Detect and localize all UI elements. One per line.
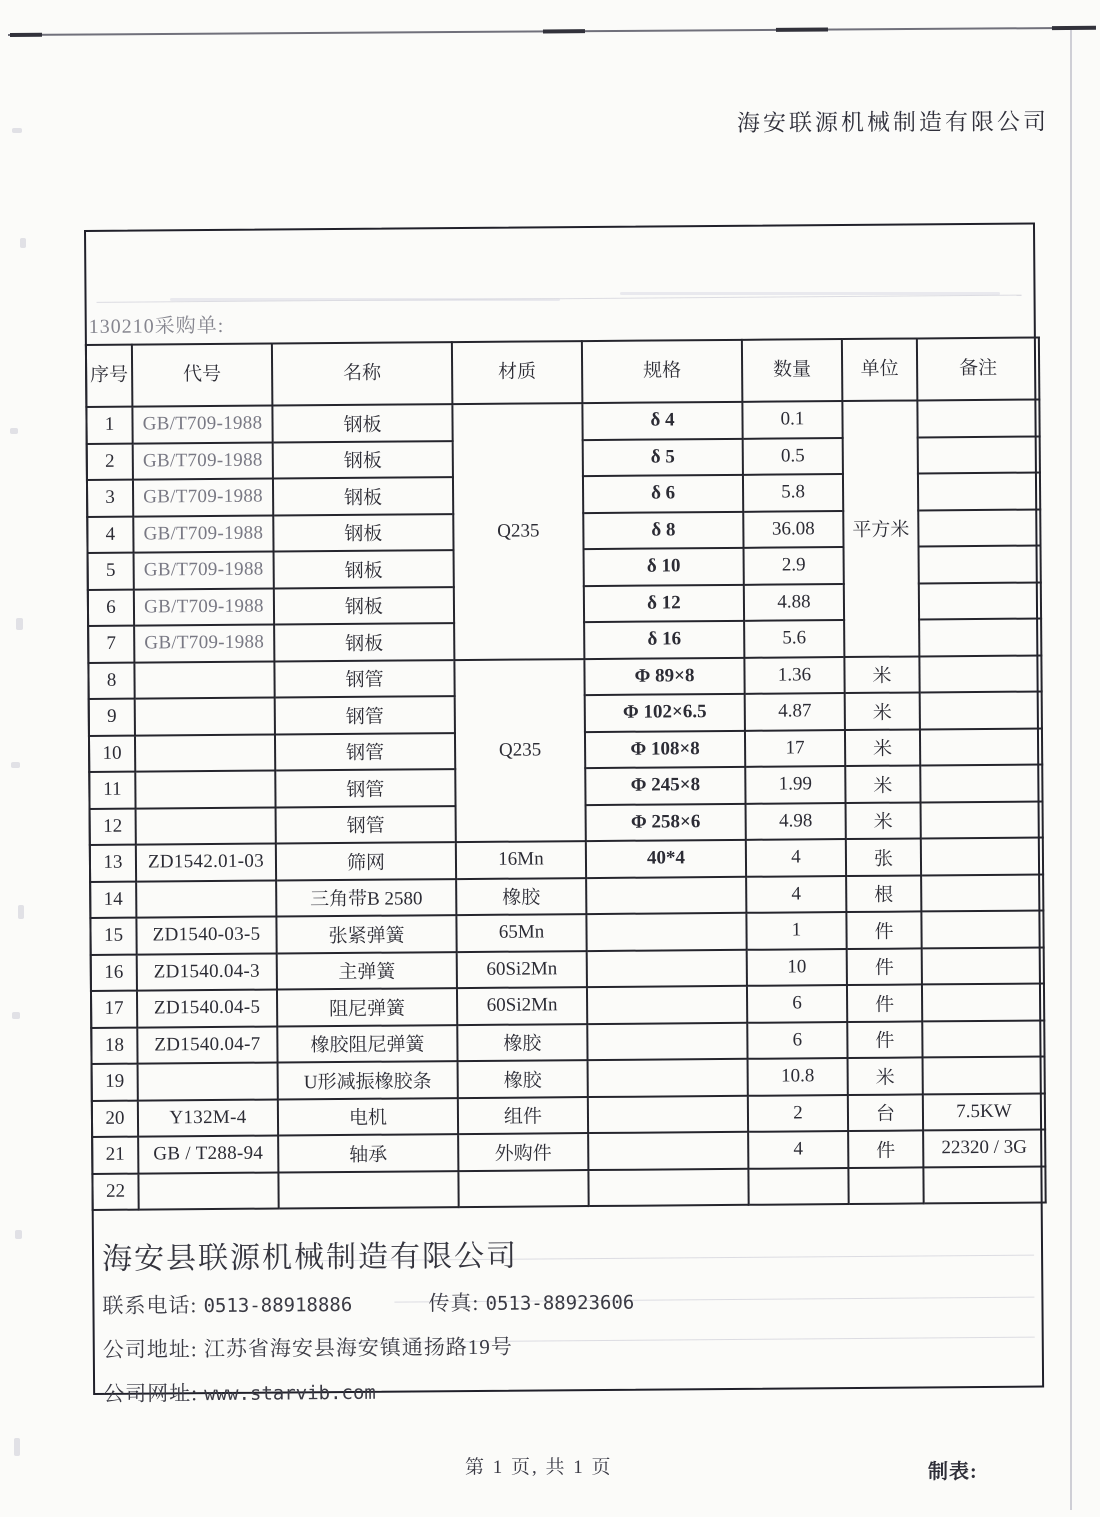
column-header: 单位: [842, 338, 917, 401]
cell-code: GB / T288-94: [138, 1136, 278, 1174]
cell-unit: 根: [846, 875, 921, 912]
cell-note: [919, 618, 1041, 655]
cell-qty: 4.98: [746, 803, 846, 840]
cell-unit: 米: [845, 729, 920, 766]
cell-code: ZD1540.04-3: [137, 953, 277, 991]
cell-qty: 17: [745, 730, 845, 767]
scan-smudge: [10, 428, 18, 434]
cell-spec: [588, 1095, 748, 1133]
cell-unit: 米: [848, 1057, 923, 1094]
cell-no: 16: [91, 954, 137, 991]
table-header-row: [86, 338, 1039, 407]
cell-name: 钢管: [274, 660, 454, 698]
cell-spec: δ 6: [583, 475, 743, 513]
cell-material: 16Mn: [456, 841, 586, 879]
cell-code: GB/T709-1988: [133, 442, 273, 480]
scan-dash: [776, 28, 828, 32]
cell-code: [138, 1063, 278, 1101]
cell-spec: [588, 1132, 748, 1170]
address-label: 公司地址:: [102, 1337, 198, 1362]
paper-edge-line: [1070, 30, 1072, 1510]
cell-code: ZD1540.04-7: [137, 1026, 277, 1064]
cell-qty: 5.8: [743, 474, 843, 511]
cell-note: 7.5KW: [923, 1093, 1045, 1130]
cell-name: 钢板: [274, 623, 454, 661]
cell-note: [919, 545, 1041, 582]
address-line: [103, 1327, 1038, 1364]
cell-qty: 10: [747, 949, 847, 986]
column-header: 名称: [272, 342, 452, 405]
cell-unit: [848, 1167, 923, 1204]
cell-material: Q235: [452, 403, 584, 660]
column-header: 备注: [917, 338, 1039, 401]
cell-unit: 米: [844, 656, 919, 693]
cell-unit: 件: [846, 911, 921, 948]
fax-number: 0513-88923606: [485, 1291, 635, 1315]
purchase-order-box: [84, 223, 1044, 1406]
cell-code: GB/T709-1988: [133, 479, 273, 517]
cell-spec: δ 5: [583, 438, 743, 476]
cell-name: 阻尼弹簧: [277, 988, 457, 1026]
cell-name: 钢管: [275, 769, 455, 807]
cell-qty: 2.9: [744, 547, 844, 584]
cell-code: GB/T709-1988: [134, 588, 274, 626]
cell-material: 外购件: [458, 1133, 588, 1171]
fax-label: 传真:: [428, 1290, 480, 1316]
table-body: [86, 400, 1045, 1210]
cell-name: 钢板: [274, 550, 454, 588]
cell-name: 钢板: [273, 477, 453, 515]
cell-code: [134, 661, 274, 699]
cell-note: [917, 400, 1039, 437]
cell-name: 钢板: [273, 441, 453, 479]
cell-qty: 2: [748, 1095, 848, 1132]
cell-no: 10: [89, 735, 135, 772]
cell-unit: 台: [848, 1094, 923, 1131]
column-header: 材质: [452, 341, 582, 404]
cell-qty: 4: [746, 876, 846, 913]
cell-spec: δ 16: [584, 621, 744, 659]
cell-spec: [587, 986, 747, 1024]
table-row: [92, 1166, 1045, 1210]
cell-code: GB/T709-1988: [133, 515, 273, 553]
cell-no: 2: [87, 443, 133, 480]
cell-unit: 平方米: [842, 400, 919, 656]
cell-spec: [586, 913, 746, 951]
cell-unit: 件: [847, 1021, 922, 1058]
cell-name: 钢管: [276, 806, 456, 844]
cell-note: [921, 910, 1043, 947]
cell-no: 1: [86, 407, 132, 444]
cell-name: U形减振橡胶条: [278, 1061, 458, 1099]
cell-qty: 4: [746, 839, 846, 876]
cell-no: 13: [90, 845, 136, 882]
address-value: 江苏省海安县海安镇通扬路19号: [203, 1334, 513, 1362]
company-full-name: 海安县联源机械制造有限公司: [101, 1239, 519, 1276]
cell-spec: Φ 258×6: [586, 803, 746, 841]
cell-code: [135, 734, 275, 772]
cell-no: 21: [92, 1137, 138, 1174]
cell-code: [138, 1172, 278, 1210]
cell-note: [922, 947, 1044, 984]
phone-fax-line: [102, 1283, 1037, 1320]
cell-spec: [588, 1059, 748, 1097]
cell-code: Y132M-4: [138, 1099, 278, 1137]
column-header: 数量: [742, 339, 842, 402]
page-number-info: 第 1 页, 共 1 页: [465, 1457, 613, 1478]
column-header: 代号: [132, 344, 272, 407]
cell-qty: 6: [747, 985, 847, 1022]
cell-spec: [587, 949, 747, 987]
cell-qty: 0.5: [743, 438, 843, 475]
cell-material: 组件: [458, 1097, 588, 1135]
cell-material: 60Si2Mn: [457, 987, 587, 1025]
purchase-order-table: [85, 336, 1047, 1210]
cell-no: 11: [89, 772, 135, 809]
cell-no: 19: [92, 1064, 138, 1101]
cell-note: [921, 837, 1043, 874]
cell-material: 65Mn: [456, 914, 586, 952]
scan-smudge: [12, 1012, 20, 1019]
cell-code: GB/T709-1988: [132, 406, 272, 444]
cell-qty: 6: [747, 1022, 847, 1059]
cell-no: 5: [88, 553, 134, 590]
scan-dash: [543, 29, 585, 33]
cell-no: 4: [87, 516, 133, 553]
cell-name: 轴承: [278, 1134, 458, 1172]
cell-note: 22320 / 3G: [923, 1129, 1045, 1166]
cell-name: 橡胶阻尼弹簧: [277, 1025, 457, 1063]
cell-qty: [748, 1168, 848, 1205]
cell-no: 8: [88, 662, 134, 699]
cell-note: [920, 728, 1042, 765]
cell-note: [923, 1166, 1045, 1203]
cell-material: 橡胶: [458, 1060, 588, 1098]
cell-note: [919, 582, 1041, 619]
cell-name: 钢板: [272, 404, 452, 442]
website-value: www.starvib.com: [204, 1381, 376, 1406]
column-header: 规格: [582, 340, 742, 403]
cell-qty: 1.36: [744, 657, 844, 694]
cell-name: [278, 1171, 458, 1209]
cell-note: [918, 472, 1040, 509]
cell-material: 橡胶: [456, 878, 586, 916]
cell-code: GB/T709-1988: [134, 552, 274, 590]
doc-number-label: 130210采购单:: [88, 314, 225, 338]
cell-spec: δ 10: [584, 548, 744, 586]
cell-qty: 4.87: [745, 693, 845, 730]
scan-smudge: [14, 1438, 20, 1456]
cell-code: ZD1540.04-5: [137, 990, 277, 1028]
cell-note: [920, 691, 1042, 728]
cell-code: ZD1540-03-5: [136, 917, 276, 955]
scan-smudge: [12, 128, 22, 133]
cell-code: [135, 771, 275, 809]
cell-note: [922, 983, 1044, 1020]
scan-dash: [1052, 26, 1096, 30]
prepared-by-label: 制表:: [928, 1461, 978, 1483]
cell-unit: 件: [847, 948, 922, 985]
cell-no: 9: [89, 699, 135, 736]
cell-name: 钢板: [273, 514, 453, 552]
cell-unit: 件: [847, 984, 922, 1021]
cell-spec: Φ 89×8: [584, 657, 744, 695]
scan-smudge: [11, 762, 20, 768]
cell-unit: 米: [845, 765, 920, 802]
scan-dash: [10, 33, 42, 37]
cell-name: 钢管: [275, 733, 455, 771]
scan-topline-artifact: [8, 27, 1096, 36]
cell-note: [920, 764, 1042, 801]
scan-smudge: [16, 618, 23, 630]
cell-spec: [588, 1168, 748, 1206]
cell-no: 6: [88, 589, 134, 626]
cell-no: 3: [87, 480, 133, 517]
cell-qty: 4: [748, 1131, 848, 1168]
cell-qty: 1: [746, 912, 846, 949]
cell-qty: 4.88: [744, 584, 844, 621]
cell-code: [136, 807, 276, 845]
cell-no: 22: [92, 1173, 138, 1210]
cell-code: ZD1542.01-03: [136, 844, 276, 882]
scan-smudge: [18, 905, 24, 919]
cell-spec: Φ 245×8: [585, 767, 745, 805]
cell-no: 20: [92, 1100, 138, 1137]
cell-code: GB/T709-1988: [134, 625, 274, 663]
cell-spec: [586, 876, 746, 914]
cell-name: 钢管: [275, 696, 455, 734]
cell-note: [921, 874, 1043, 911]
website-line: [103, 1371, 1038, 1408]
cell-code: [136, 880, 276, 918]
cell-spec: Φ 108×8: [585, 730, 745, 768]
cell-name: 主弹簧: [277, 952, 457, 990]
phone-number: 0513-88918886: [203, 1293, 353, 1318]
scan-smudge: [20, 238, 26, 248]
cell-spec: δ 4: [582, 402, 742, 440]
cell-name: 三角带B 2580: [276, 879, 456, 917]
cell-unit: 张: [846, 838, 921, 875]
page-header-company-name: 海安联源机械制造有限公司: [736, 109, 1050, 136]
faint-gridline: [97, 295, 1022, 303]
cell-note: [918, 436, 1040, 473]
cell-spec: [587, 1022, 747, 1060]
cell-qty: 0.1: [742, 401, 842, 438]
cell-no: 14: [90, 881, 136, 918]
table-row: [86, 400, 1039, 444]
cell-spec: δ 12: [584, 584, 744, 622]
cell-code: [135, 698, 275, 736]
cell-spec: Φ 102×6.5: [585, 694, 745, 732]
cell-note: [922, 1020, 1044, 1057]
column-header: 序号: [86, 345, 132, 407]
cell-name: 张紧弹簧: [276, 915, 456, 953]
cell-no: 7: [88, 626, 134, 663]
cell-material: 橡胶: [457, 1024, 587, 1062]
website-label: 公司网址:: [103, 1381, 199, 1406]
cell-material: 60Si2Mn: [457, 951, 587, 989]
company-contact-block: [102, 1227, 1038, 1422]
cell-name: 筛网: [276, 842, 456, 880]
cell-qty: 10.8: [748, 1058, 848, 1095]
cell-qty: 1.99: [745, 766, 845, 803]
cell-unit: 米: [846, 802, 921, 839]
cell-material: [458, 1170, 588, 1208]
cell-name: 钢板: [274, 587, 454, 625]
cell-note: [918, 509, 1040, 546]
cell-note: [921, 801, 1043, 838]
cell-qty: 36.08: [743, 511, 843, 548]
cell-spec: 40*4: [586, 840, 746, 878]
cell-note: [919, 655, 1041, 692]
phone-label: 联系电话:: [102, 1293, 198, 1318]
cell-spec: δ 8: [583, 511, 743, 549]
cell-note: [923, 1056, 1045, 1093]
cell-no: 17: [91, 991, 137, 1028]
cell-name: 电机: [278, 1098, 458, 1136]
cell-qty: 5.6: [744, 620, 844, 657]
scan-smudge: [15, 1230, 22, 1239]
cell-material: Q235: [454, 659, 585, 843]
cell-no: 15: [90, 918, 136, 955]
cell-no: 12: [90, 808, 136, 845]
cell-unit: 米: [845, 692, 920, 729]
cell-unit: 件: [848, 1130, 923, 1167]
cell-no: 18: [91, 1027, 137, 1064]
